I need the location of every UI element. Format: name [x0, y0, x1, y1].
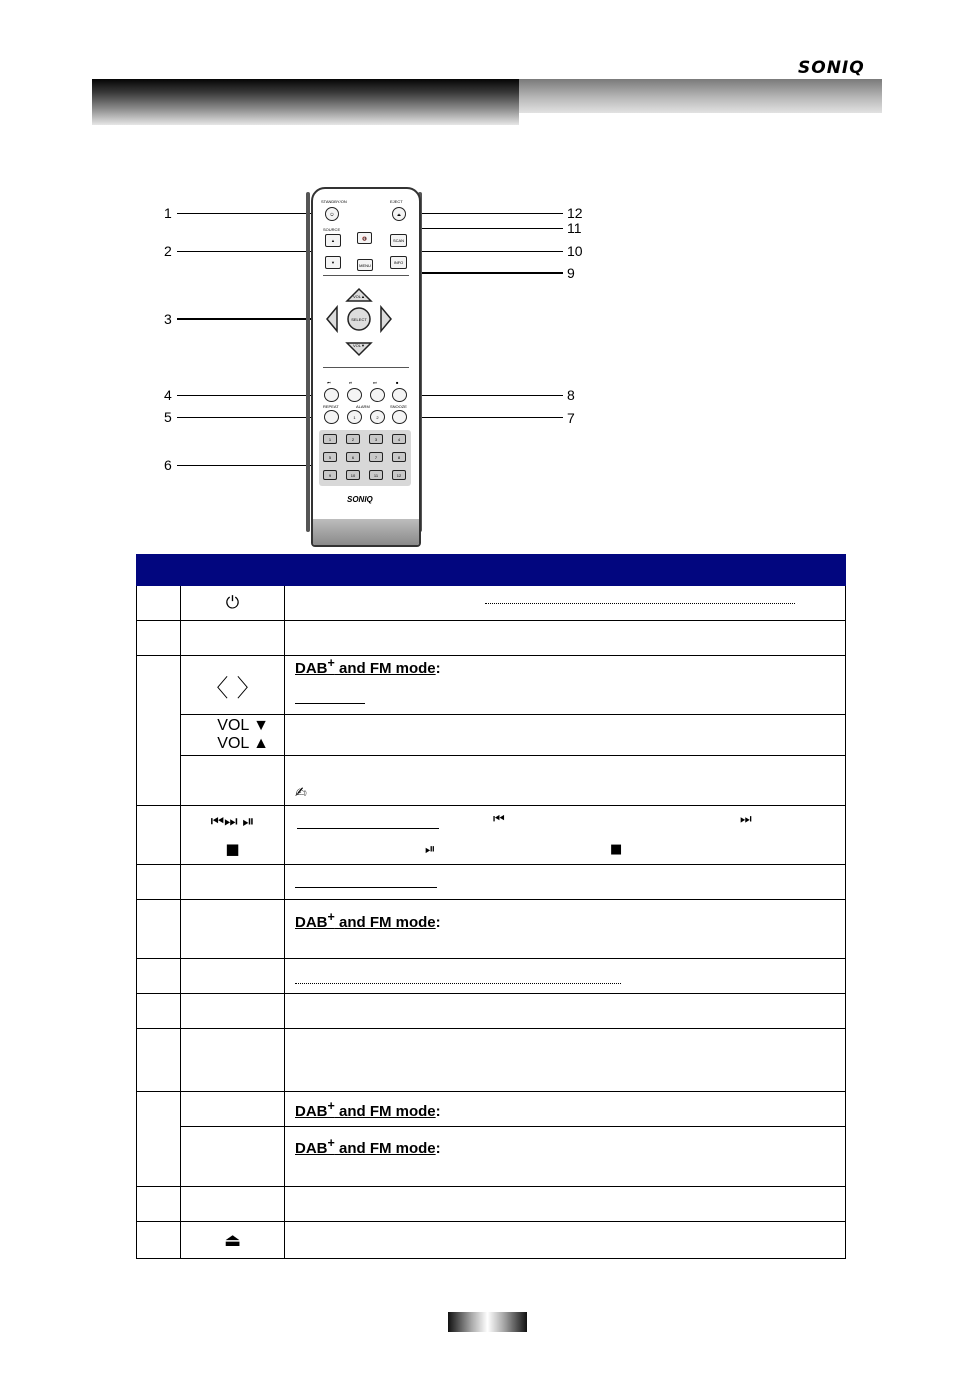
- select-label: SELECT: [351, 317, 367, 322]
- no-sound-icon: ✍: [295, 784, 307, 801]
- preset-key-7[interactable]: 7: [369, 452, 383, 462]
- source-label: SOURCE: [323, 227, 341, 232]
- callout-7: 7: [567, 410, 575, 426]
- leader-line: [405, 213, 563, 214]
- vol-down-text: VOL ▼: [217, 717, 269, 734]
- alarm-2-button[interactable]: 2: [370, 410, 385, 424]
- next-icon: ⏭: [373, 380, 377, 385]
- callout-6: 6: [164, 457, 172, 473]
- callout-3: 3: [164, 311, 172, 327]
- remote-base: [313, 519, 419, 545]
- right-arrow-icon: 〉: [236, 673, 261, 702]
- callout-12: 12: [567, 205, 583, 221]
- underline: [297, 828, 439, 829]
- preset-key-9[interactable]: 9: [323, 470, 337, 480]
- navigation-pad: [319, 285, 399, 365]
- preset-key-1[interactable]: 1: [323, 434, 337, 444]
- table-row: [137, 756, 846, 806]
- leader-line: [177, 395, 327, 396]
- vol-up-label: VOL▲: [353, 294, 365, 299]
- table-row: [137, 1222, 846, 1259]
- table-header-row: [137, 555, 846, 586]
- table-row: [137, 959, 846, 994]
- preset-key-5[interactable]: 5: [323, 452, 337, 462]
- mode-label: DAB: [295, 913, 328, 931]
- standby-label: STANDBY/ON: [321, 199, 347, 204]
- table-row: [137, 715, 846, 756]
- mode-label: DAB: [295, 660, 328, 677]
- leader-line: [403, 417, 563, 418]
- leader-line: [177, 251, 317, 252]
- callout-10: 10: [567, 243, 583, 259]
- play-pause-icon: ⏯: [349, 380, 353, 385]
- table-row: [137, 1092, 846, 1127]
- eject-button[interactable]: ⏏: [392, 207, 406, 221]
- remote-divider: [323, 275, 409, 276]
- mode-sup: +: [327, 1136, 335, 1150]
- callout-1: 1: [164, 205, 172, 221]
- remote-divider: [323, 367, 409, 368]
- play-pause-button[interactable]: [347, 388, 362, 402]
- right-arrow-button[interactable]: [381, 307, 391, 331]
- preset-key-2[interactable]: 2: [346, 434, 360, 444]
- menu-button[interactable]: MENU: [357, 259, 373, 271]
- prev-icon: ⏮: [493, 812, 505, 827]
- callout-5: 5: [164, 409, 172, 425]
- remote-logo: SONIQ: [347, 495, 373, 504]
- prev-button[interactable]: [324, 388, 339, 402]
- header-bar-light: [519, 79, 882, 113]
- source-up-button[interactable]: ▲: [325, 234, 341, 247]
- mode-heading: [295, 1098, 436, 1120]
- mode-rest: and FM mode: [334, 913, 436, 931]
- table-row: [137, 656, 846, 715]
- stop-icon: ■: [610, 842, 623, 857]
- mode-rest: and FM mode: [334, 660, 436, 677]
- eject-label: EJECT: [390, 199, 403, 204]
- table-row: [137, 1187, 846, 1222]
- mute-button[interactable]: 🔇: [357, 232, 372, 244]
- dotted-line: [485, 603, 795, 604]
- snooze-label: SNOOZE: [390, 404, 407, 409]
- next-button[interactable]: [370, 388, 385, 402]
- preset-key-4[interactable]: 4: [392, 434, 406, 444]
- underline: [295, 887, 437, 888]
- stop-button[interactable]: [392, 388, 407, 402]
- callout-8: 8: [567, 387, 575, 403]
- leader-line: [177, 417, 327, 418]
- mode-rest: and FM mode: [334, 1102, 436, 1120]
- leader-line: [405, 251, 563, 252]
- leader-line: [403, 395, 563, 396]
- play-pause-icon: ⏯: [425, 842, 436, 857]
- mode-sup: +: [327, 909, 335, 924]
- left-arrow-button[interactable]: [327, 307, 337, 331]
- table-row: [137, 586, 846, 621]
- prev-icon: ⏮: [327, 380, 331, 385]
- leader-line: [177, 465, 317, 466]
- snooze-button[interactable]: [392, 410, 407, 424]
- leader-line: [177, 213, 327, 214]
- callout-2: 2: [164, 243, 172, 259]
- standby-button[interactable]: ⏻: [325, 207, 339, 221]
- info-button[interactable]: INFO: [390, 256, 407, 269]
- left-arrow-icon: 〈: [204, 673, 229, 702]
- remote-control: [311, 187, 421, 547]
- preset-key-6[interactable]: 6: [346, 452, 360, 462]
- dotted-line: [295, 983, 621, 984]
- alarm-1-button[interactable]: 1: [347, 410, 362, 424]
- repeat-button[interactable]: [324, 410, 339, 424]
- mode-label: DAB: [295, 1102, 328, 1120]
- callout-11: 11: [567, 220, 582, 236]
- vol-up-text: VOL ▲: [217, 735, 269, 752]
- callout-9: 9: [567, 265, 575, 281]
- table-row: [137, 621, 846, 656]
- preset-key-11[interactable]: 11: [369, 470, 383, 480]
- mode-sup: +: [327, 1098, 335, 1113]
- mode-colon: :: [435, 1102, 441, 1120]
- header-bar-dark: [92, 79, 519, 125]
- mode-colon: :: [435, 660, 441, 677]
- eject-icon: ⏏: [223, 1229, 241, 1251]
- mode-label: DAB: [295, 1140, 328, 1157]
- vol-down-label: VOL▼: [353, 343, 365, 348]
- callout-4: 4: [164, 387, 172, 403]
- mode-sup: +: [327, 656, 335, 670]
- skip-play-icons: ⏮⏭ ⏯: [210, 812, 255, 830]
- brand-logo: SONIQ: [798, 58, 865, 78]
- remote-edge: [306, 192, 310, 532]
- stop-icon: ■: [396, 380, 399, 385]
- next-icon: ⏭: [740, 812, 752, 827]
- stop-square-icon: ■: [225, 840, 240, 858]
- table-row: [137, 900, 846, 959]
- repeat-label: REPEAT: [323, 404, 339, 409]
- table-row: [137, 806, 846, 865]
- scan-button[interactable]: SCAN: [390, 234, 407, 247]
- underline: [295, 703, 365, 704]
- preset-key-12[interactable]: 12: [392, 470, 406, 480]
- source-down-button[interactable]: ▼: [325, 256, 341, 269]
- remote-function-table: [136, 554, 846, 1259]
- mode-heading: [295, 656, 436, 677]
- table-row: [137, 994, 846, 1029]
- mode-colon: :: [435, 913, 441, 931]
- mode-heading: [295, 1136, 436, 1157]
- preset-key-8[interactable]: 8: [392, 452, 406, 462]
- page-number-box: [448, 1312, 527, 1332]
- mode-heading: [295, 909, 436, 931]
- table-row: [137, 1029, 846, 1092]
- alarm-label: ALARM: [356, 404, 370, 409]
- table-row: [137, 1127, 846, 1187]
- preset-key-3[interactable]: 3: [369, 434, 383, 444]
- mode-colon: :: [435, 1140, 441, 1157]
- power-icon: ⏻: [225, 593, 240, 613]
- mode-rest: and FM mode: [334, 1140, 436, 1157]
- preset-key-10[interactable]: 10: [346, 470, 360, 480]
- table-row: [137, 865, 846, 900]
